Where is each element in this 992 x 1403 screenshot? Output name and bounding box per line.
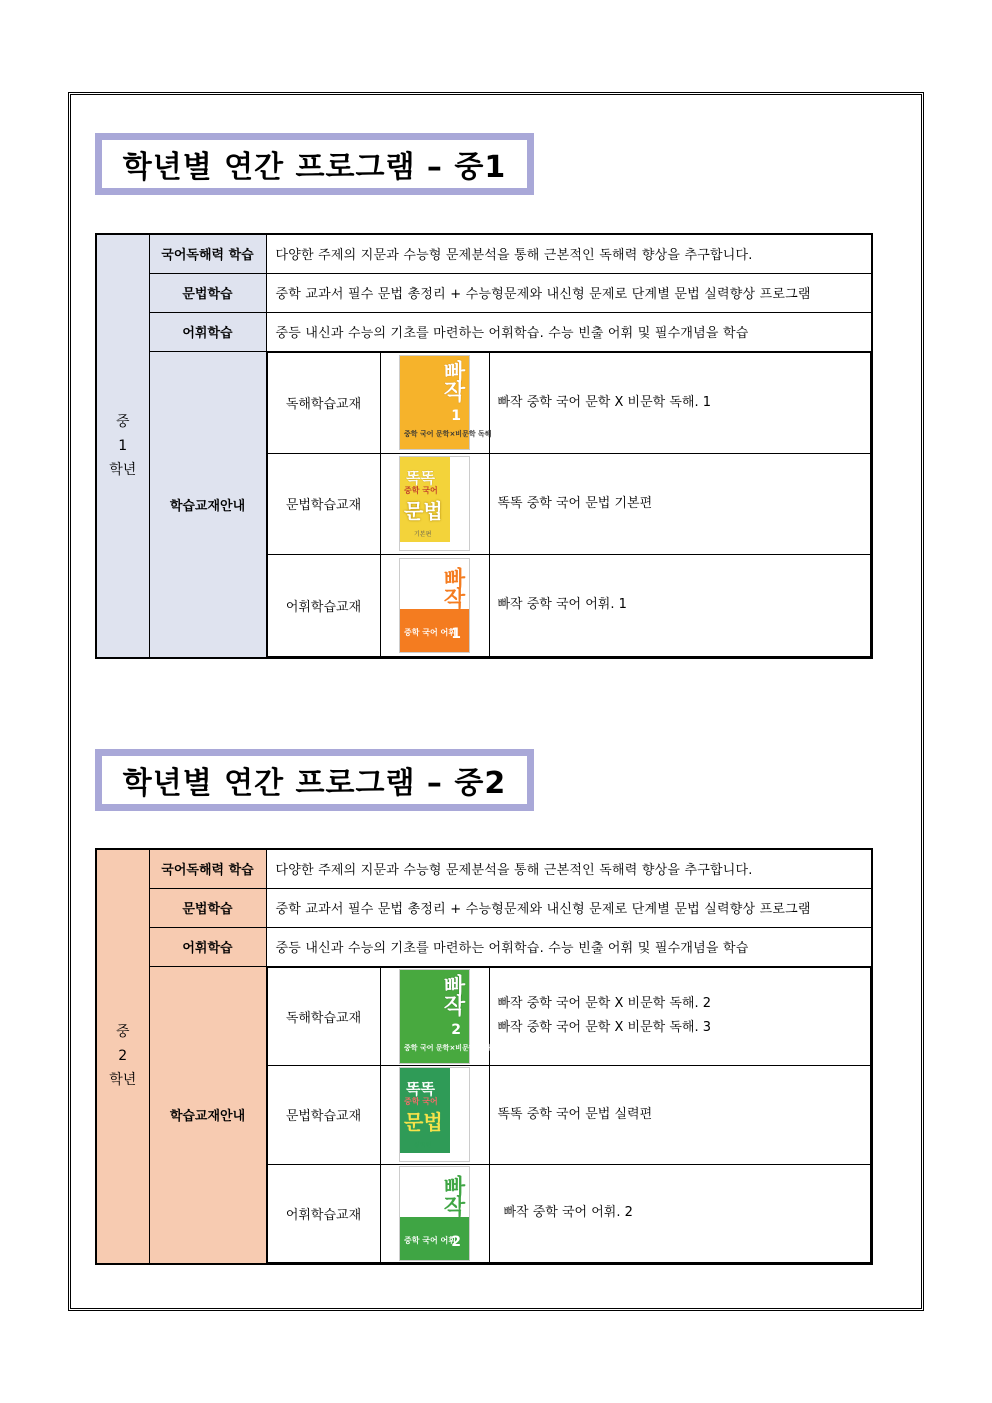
material-label: 어휘학습교재: [267, 554, 380, 656]
program-table: [95, 848, 873, 1265]
book-cover-image: 똑똑 중학 국어 문법 실력편: [399, 1067, 470, 1162]
material-name: 빠작 중학 국어 어휘. 1: [489, 554, 871, 656]
book-cover-cell: [380, 554, 489, 656]
section-title: 학년별 연간 프로그램 – 중2: [102, 756, 527, 804]
material-name: 빠작 중학 국어 문학 X 비문학 독해. 1: [489, 352, 871, 453]
book-cover-image: 빠작 중학 국어 어휘 1: [399, 558, 470, 653]
material-label: 문법학습교재: [267, 1065, 380, 1164]
category-materials: 학습교재안내: [149, 351, 266, 658]
category-materials: 학습교재안내: [149, 966, 266, 1264]
category-reading: 국어독해력 학습: [149, 234, 266, 273]
book-cover-cell: [380, 1065, 489, 1164]
section-title-box: [95, 749, 534, 811]
description-reading: 다양한 주제의 지문과 수능형 문제분석을 통해 근본적인 독해력 향상을 추구합니다.: [266, 234, 872, 273]
category-reading: 국어독해력 학습: [149, 849, 266, 888]
material-name: 똑똑 중학 국어 문법 기본편: [489, 453, 871, 554]
section-title-box: [95, 133, 534, 195]
book-cover-cell: [380, 352, 492, 453]
book-cover-cell: [380, 967, 492, 1065]
program-table: [95, 233, 873, 659]
book-cover-image: 빠작 1 중학 국어 문학×비문학 독해: [399, 355, 470, 450]
material-label: 독해학습교재: [267, 352, 380, 453]
description-vocab: 중등 내신과 수능의 기초를 마련하는 어휘학습. 수능 빈출 어휘 및 필수개념을 학습: [266, 927, 872, 966]
grade-label: 중 2 학년: [96, 849, 149, 1264]
description-vocab: 중등 내신과 수능의 기초를 마련하는 어휘학습. 수능 빈출 어휘 및 필수개념을 학습: [266, 312, 872, 351]
description-grammar: 중학 교과서 필수 문법 총정리 + 수능형문제와 내신형 문제로 단계별 문법 실력향상 프로그램: [266, 273, 872, 312]
book-cover-image: 빠작 2 중학 국어 문학×비문학 독해: [399, 969, 470, 1064]
material-name: 똑똑 중학 국어 문법 실력편: [489, 1065, 871, 1164]
book-cover-image: 똑똑 중학 국어 문법 기본편: [399, 456, 470, 551]
book-cover-cell: [380, 1164, 489, 1262]
book-cover-cell: [380, 453, 489, 554]
section-title: 학년별 연간 프로그램 – 중1: [102, 140, 527, 188]
category-vocab: 어휘학습: [149, 927, 266, 966]
material-label: 문법학습교재: [267, 453, 380, 554]
category-vocab: 어휘학습: [149, 312, 266, 351]
material-label: 독해학습교재: [267, 967, 380, 1065]
description-grammar: 중학 교과서 필수 문법 총정리 + 수능형문제와 내신형 문제로 단계별 문법 실력향상 프로그램: [266, 888, 872, 927]
description-reading: 다양한 주제의 지문과 수능형 문제분석을 통해 근본적인 독해력 향상을 추구합니다.: [266, 849, 872, 888]
material-label: 어휘학습교재: [267, 1164, 380, 1262]
grade-label: 중 1 학년: [96, 234, 149, 658]
book-cover-image: 빠작 중학 국어 어휘 2: [399, 1166, 470, 1261]
category-grammar: 문법학습: [149, 273, 266, 312]
material-name: 빠작 중학 국어 어휘. 2: [489, 1164, 871, 1262]
material-name: 빠작 중학 국어 문학 X 비문학 독해. 2 빠작 중학 국어 문학 X 비문학 독해. 3: [489, 967, 871, 1065]
category-grammar: 문법학습: [149, 888, 266, 927]
